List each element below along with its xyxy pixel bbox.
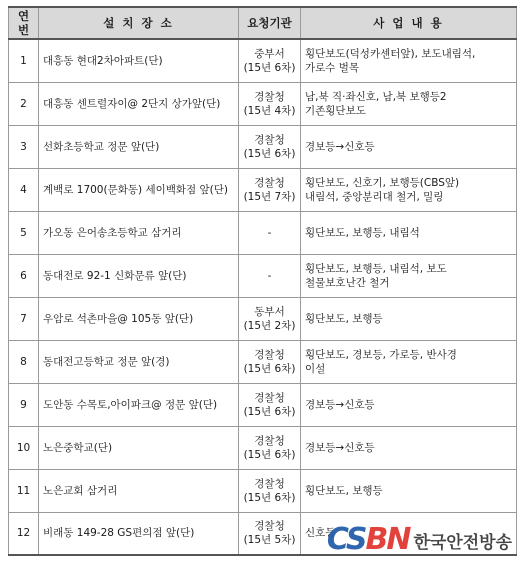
requester-agency: - [267, 226, 272, 239]
row-number: 7 [9, 297, 39, 340]
requester-agency: 경찰청 [254, 133, 285, 146]
requester-agency: 경찰청 [254, 391, 285, 404]
row-requester [239, 168, 301, 211]
table-row [9, 39, 517, 82]
table-row [9, 426, 517, 469]
work-line-2: 가로수 벌목 [305, 61, 360, 74]
row-location: 동대전로 92-1 신화문류 앞(단) [39, 254, 239, 297]
row-requester [239, 82, 301, 125]
row-work [301, 254, 517, 297]
cbn-watermark-logo [326, 522, 512, 557]
work-line-1: 횡단보도, 신호기, 보행등(CBS앞) [305, 176, 460, 189]
row-requester [239, 383, 301, 426]
requester-agency: - [267, 269, 272, 282]
requester-round: (15년 7차) [243, 190, 296, 203]
header-requester: 요청기관 [239, 7, 301, 39]
requester-agency: 경찰청 [254, 348, 285, 361]
work-line-2: 내림석, 중앙분리대 철거, 밀링 [305, 190, 444, 203]
table-row [9, 168, 517, 211]
row-work [301, 426, 517, 469]
row-location: 노은교회 삼거리 [39, 469, 239, 512]
row-location: 대흥동 현대2차아파트(단) [39, 39, 239, 82]
row-number: 9 [9, 383, 39, 426]
row-work [301, 211, 517, 254]
work-line-1: 횡단보도, 보행등 [305, 312, 383, 325]
row-location: 대흥동 센트럴자이@ 2단지 상가앞(단) [39, 82, 239, 125]
work-line-1: 경보등→신호등 [305, 441, 375, 454]
table-row [9, 340, 517, 383]
row-location: 우암로 석촌마을@ 105동 앞(단) [39, 297, 239, 340]
work-line-1: 횡단보도, 경보등, 가로등, 반사경 [305, 348, 457, 361]
row-requester [239, 512, 301, 555]
table-row [9, 82, 517, 125]
header-work: 사 업 내 용 [301, 7, 517, 39]
row-location: 동대전고등학교 정문 앞(경) [39, 340, 239, 383]
row-number: 10 [9, 426, 39, 469]
header-no: 연번 [9, 7, 39, 39]
cbn-logo-mark: CSBN [326, 522, 410, 557]
row-number: 1 [9, 39, 39, 82]
cbn-logo-name: 한국안전방송 [413, 532, 512, 553]
requester-round: (15년 6차) [243, 61, 296, 74]
work-line-2: 철물보호난간 철거 [305, 276, 390, 289]
table-row [9, 383, 517, 426]
row-location: 계백로 1700(문화동) 세이백화점 앞(단) [39, 168, 239, 211]
row-number: 4 [9, 168, 39, 211]
table-row [9, 469, 517, 512]
requester-agency: 경찰청 [254, 176, 285, 189]
header-location: 설 치 장 소 [39, 7, 239, 39]
row-requester [239, 125, 301, 168]
row-location: 노은중학교(단) [39, 426, 239, 469]
table-row [9, 254, 517, 297]
requester-agency: 경찰청 [254, 90, 285, 103]
row-number: 6 [9, 254, 39, 297]
row-location: 도안동 수목토,아이파크@ 정문 앞(단) [39, 383, 239, 426]
row-number: 8 [9, 340, 39, 383]
requester-agency: 중부서 [254, 47, 285, 60]
row-requester [239, 254, 301, 297]
row-number: 5 [9, 211, 39, 254]
table-row [9, 211, 517, 254]
work-line-1: 신호등 [305, 527, 336, 540]
requester-round: (15년 4차) [243, 104, 296, 117]
work-line-1: 횡단보도, 보행등 [305, 484, 383, 497]
row-location: 비래동 149-28 GS편의점 앞(단) [39, 512, 239, 555]
project-table [8, 6, 517, 556]
requester-round: (15년 2차) [243, 319, 296, 332]
row-work [301, 383, 517, 426]
requester-round: (15년 6차) [243, 405, 296, 418]
work-line-1: 경보등→신호등 [305, 398, 375, 411]
requester-round: (15년 6차) [243, 491, 296, 504]
row-requester [239, 297, 301, 340]
requester-agency: 경찰청 [254, 434, 285, 447]
row-location: 가오동 은어송초등학교 삼거리 [39, 211, 239, 254]
row-location: 선화초등학교 정문 앞(단) [39, 125, 239, 168]
row-requester [239, 469, 301, 512]
requester-agency: 경찰청 [254, 520, 285, 533]
row-requester [239, 340, 301, 383]
row-work [301, 340, 517, 383]
requester-round: (15년 6차) [243, 362, 296, 375]
work-line-1: 횡단보도(덕성카센터앞), 보도내림석, [305, 47, 476, 60]
table-row [9, 297, 517, 340]
row-work [301, 297, 517, 340]
row-requester [239, 39, 301, 82]
row-requester [239, 211, 301, 254]
row-number: 2 [9, 82, 39, 125]
row-number: 3 [9, 125, 39, 168]
work-line-1: 경보등→신호등 [305, 140, 375, 153]
row-number: 11 [9, 469, 39, 512]
work-line-2: 기존횡단보도 [305, 104, 366, 117]
table-row [9, 125, 517, 168]
row-work [301, 39, 517, 82]
work-line-1: 남,북 직·좌신호, 남,북 보행등2 [305, 90, 447, 103]
requester-round: (15년 6차) [243, 147, 296, 160]
row-work [301, 82, 517, 125]
row-work [301, 469, 517, 512]
requester-round: (15년 6차) [243, 448, 296, 461]
work-line-2: 이설 [305, 362, 326, 375]
work-line-1: 횡단보도, 보행등, 내림석 [305, 226, 420, 239]
row-work [301, 168, 517, 211]
row-work [301, 125, 517, 168]
requester-agency: 경찰청 [254, 477, 285, 490]
requester-agency: 동부서 [254, 305, 285, 318]
header-row [9, 7, 517, 39]
work-line-1: 횡단보도, 보행등, 내림석, 보도 [305, 262, 447, 275]
row-requester [239, 426, 301, 469]
requester-round: (15년 5차) [243, 534, 296, 547]
row-number: 12 [9, 512, 39, 555]
